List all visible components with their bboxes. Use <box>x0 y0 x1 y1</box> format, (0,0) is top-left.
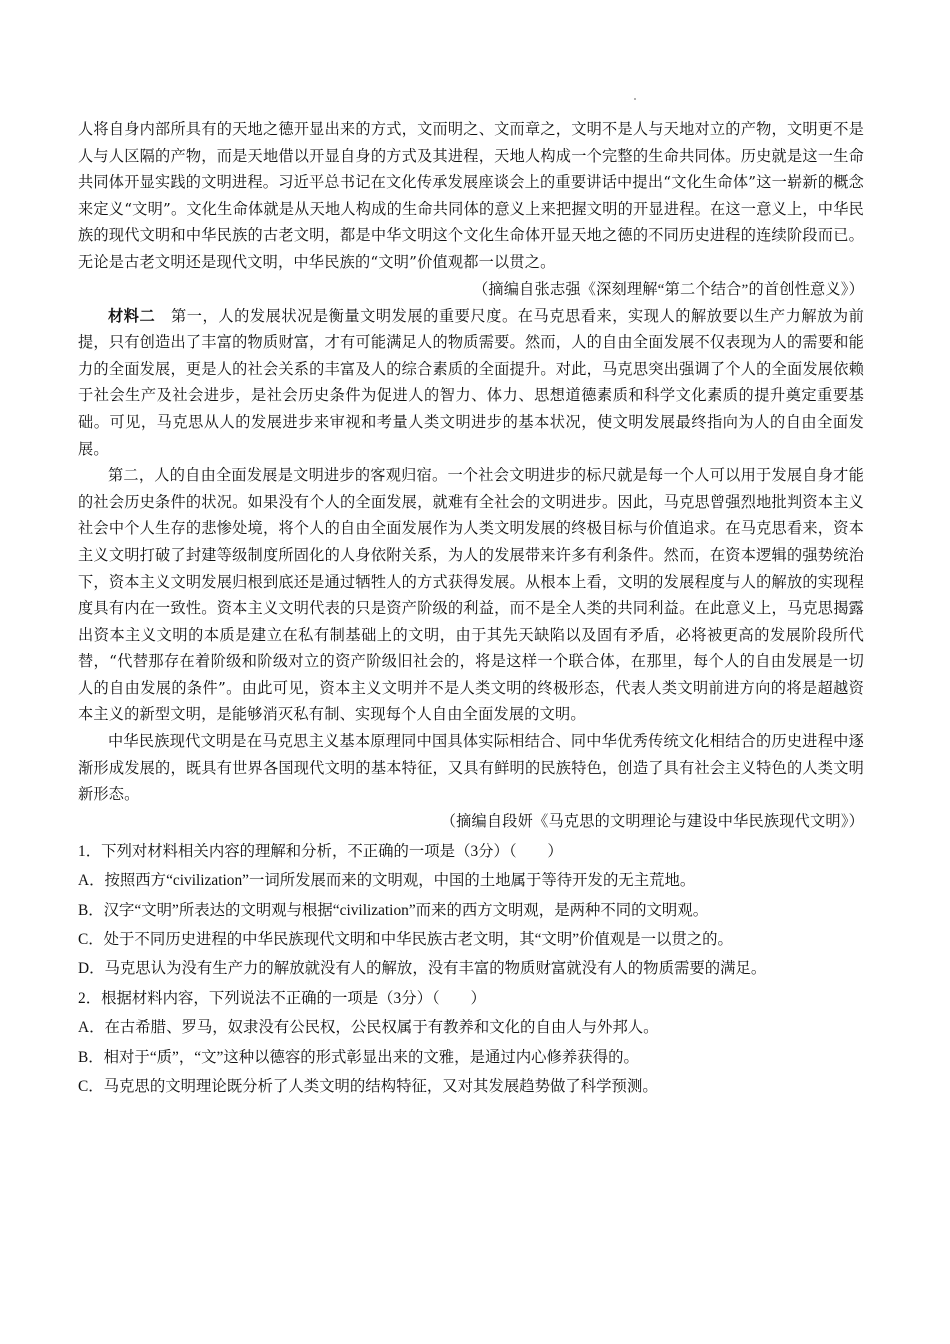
question-1 <box>78 837 864 984</box>
question-2-stem: 2．根据材料内容，下列说法不正确的一项是（3分）（ ） <box>78 989 486 1007</box>
question-2-option-c[interactable]: C．马克思的文明理论既分析了人类文明的结构特征，又对其发展趋势做了科学预测。 <box>78 1078 658 1096</box>
question-1-option-b[interactable]: B．汉字“文明”所表达的文明观与根据“civilization”而来的西方文明观，是两种不同的文明观。 <box>78 901 709 919</box>
page-content <box>78 116 864 1102</box>
question-2-option-a[interactable]: A．在古希腊、罗马，奴隶没有公民权，公民权属于有教养和文化的自由人与外邦人。 <box>78 1019 659 1037</box>
question-1-option-a[interactable]: A．按照西方“civilization”一词所发展而来的文明观，中国的土地属于等待开发的无主荒地。 <box>78 872 696 890</box>
question-1-stem: 1．下列对材料相关内容的理解和分析，不正确的一项是（3分）（ ） <box>78 842 563 860</box>
scan-dot <box>634 98 636 100</box>
material1-source: （摘编自张志强《深刻理解“第二个结合”的首创性意义》） <box>473 280 864 298</box>
question-1-option-c[interactable]: C．处于不同历史进程的中华民族现代文明和中华民族古老文明，其“文明”价值观是一以贯之的。 <box>78 931 733 949</box>
question-2 <box>78 984 864 1102</box>
question-1-option-d[interactable]: D．马克思认为没有生产力的解放就没有人的解放，没有丰富的物质财富就没有人的物质需要的满足。 <box>78 960 767 978</box>
material1-paragraph: 人将自身内部所具有的天地之德开显出来的方式，文而明之、文而章之，文明不是人与天地对立的产物，文明更不是人与人区隔的产物，而是天地借以开显自身的方式及其进程，天地人构成一个完整的生命共同体。历史就是这一生命共同体开显实践的文明进程。习近平总书记在文化传承发展座谈会上的重要讲话中提出“文化生命体”这一崭新的概念来定义“文明”。文化生命体就是从天地人构成的生命共同体的意义上来把握文明的开显进程。在这一意义上，中华民族的现代文明和中华民族的古老文明，都是中华文明这个文化生命体开显天地之德的不同历史进程的连续阶段而已。无论是古老文明还是现代文明，中华民族的“文明”价值观都一以贯之。 <box>78 120 864 271</box>
material2-paragraph-1 <box>78 303 864 463</box>
material2-source: （摘编自段妍《马克思的文明理论与建设中华民族现代文明》） <box>440 812 864 830</box>
question-2-option-b[interactable]: B．相对于“质”，“文”这种以德容的形式彰显出来的文雅，是通过内心修养获得的。 <box>78 1048 639 1066</box>
material2-paragraph-2: 第二，人的自由全面发展是文明进步的客观归宿。一个社会文明进步的标尺就是每一个人可以用于发展自身才能的社会历史条件的状况。如果没有个人的全面发展，就难有全社会的文明进步。因此，马克思曾强烈地批判资本主义社会中个人生存的悲惨处境，将个人的自由全面发展作为人类文明发展的终极目标与价值追求。在马克思看来，资本主义文明打破了封建等级制度所固化的人身依附关系，为人的发展带来许多有利条件。然而，在资本逻辑的强势统治下，资本主义文明发展归根到底还是通过牺牲人的方式获得发展。从根本上看，文明的发展程度与人的解放的实现程度具有内在一致性。资本主义文明代表的只是资产阶级的利益，而不是全人类的共同利益。在此意义上，马克思揭露出资本主义文明的本质是建立在私有制基础上的文明，由于其先天缺陷以及固有矛盾，必将被更高的发展阶段所代替，“代替那存在着阶级和阶级对立的资产阶级旧社会的，将是这样一个联合体，在那里，每个人的自由发展是一切人的自由发展的条件”。由此可见，资本主义文明并不是人类文明的终极形态，代表人类文明前进方向的将是超越资本主义的新型文明，是能够消灭私有制、实现每个人自由全面发展的文明。 <box>78 466 864 724</box>
material2-paragraph-3: 中华民族现代文明是在马克思主义基本原理同中国具体实际相结合、同中华优秀传统文化相结合的历史进程中逐渐形成发展的，既具有世界各国现代文明的基本特征，又具有鲜明的民族特色，创造了具有社会主义特色的人类文明新形态。 <box>78 732 864 804</box>
material2-paragraph-1-text: 第一，人的发展状况是衡量文明发展的重要尺度。在马克思看来，实现人的解放要以生产力解放为前提，只有创造出了丰富的物质财富，才有可能满足人的物质需要。然而，人的自由全面发展不仅表现为人的需要和能力的全面发展，更是人的社会关系的丰富及人的综合素质的全面提升。对此，马克思突出强调了个人的全面发展依赖于社会生产及社会进步，是社会历史条件为促进人的智力、体力、思想道德素质和科学文化素质的提升奠定重要基础。可见，马克思从人的发展进步来审视和考量人类文明进步的基本状况，使文明发展最终指向为人的自由全面发展。 <box>78 306 864 458</box>
material2-label: 材料二 <box>108 306 156 325</box>
